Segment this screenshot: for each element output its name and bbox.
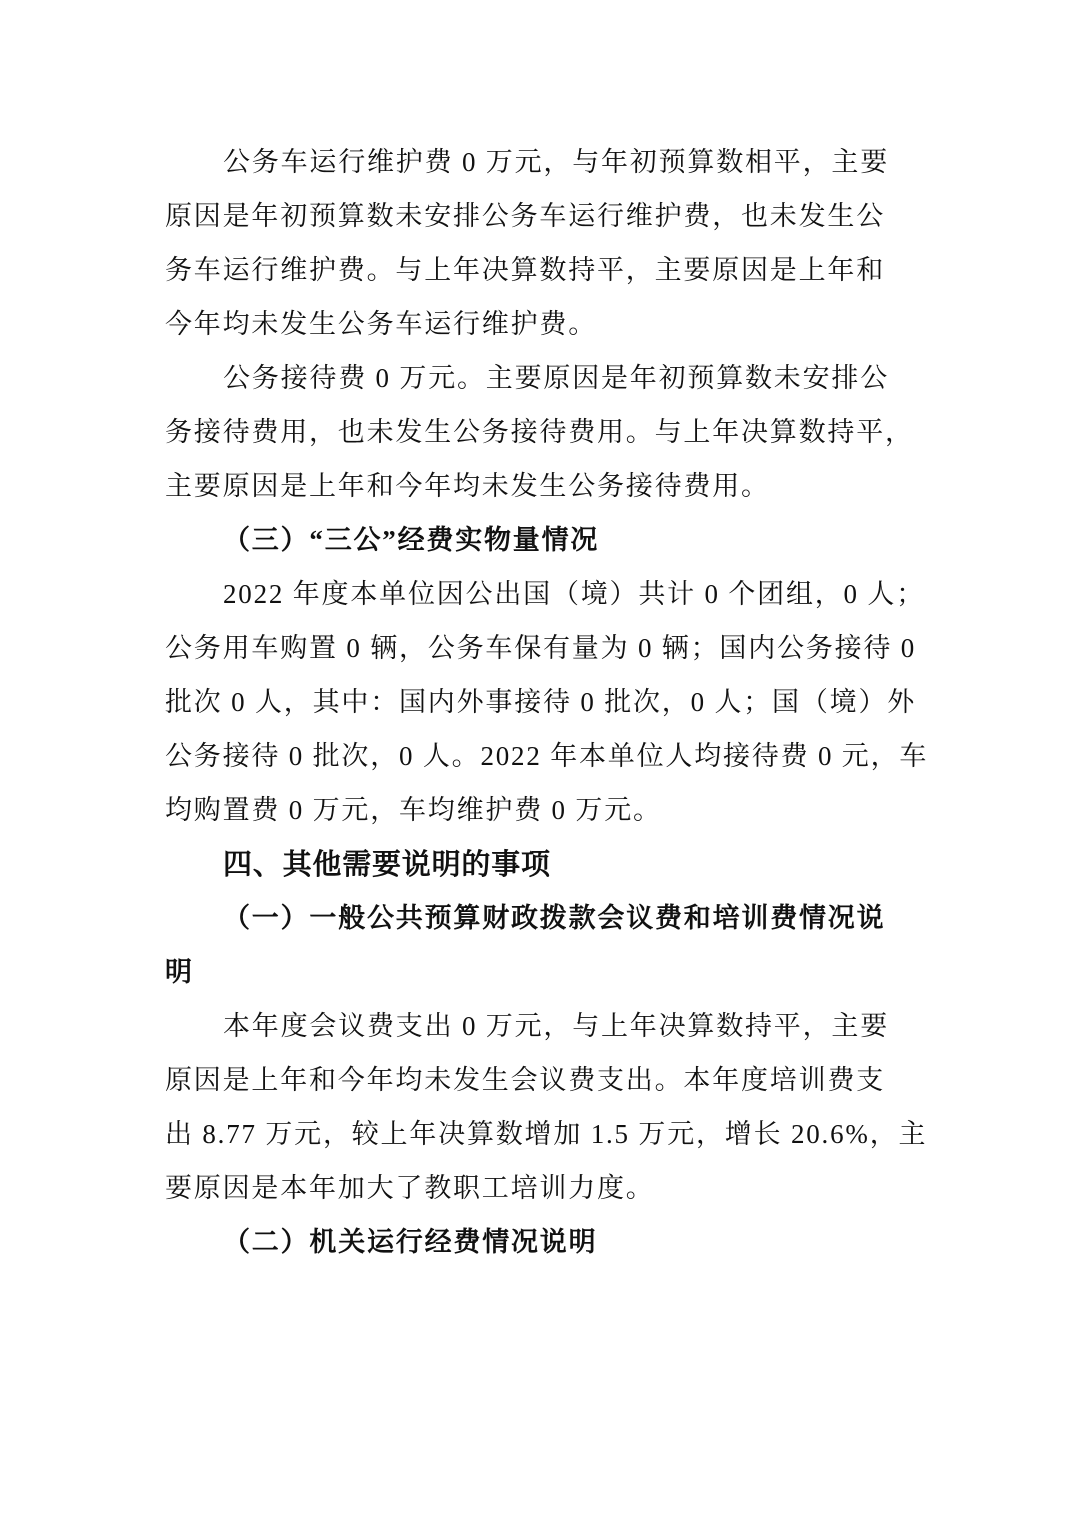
paragraph-meeting-training [165, 999, 945, 1215]
paragraph-vehicle-maintenance [165, 135, 945, 351]
three-public-quantity-line-3: 批次 0 人，其中：国内外事接待 0 批次，0 人；国（境）外 [165, 687, 917, 717]
official-reception-line-2: 务接待费用，也未发生公务接待费用。与上年决算数持平， [165, 417, 914, 447]
vehicle-maintenance-line-1: 公务车运行维护费 0 万元，与年初预算数相平，主要 [223, 147, 889, 177]
three-public-quantity-line-5: 均购置费 0 万元，车均维护费 0 万元。 [165, 795, 662, 825]
paragraph-official-reception [165, 351, 945, 513]
paragraph-three-public-quantity [165, 567, 945, 837]
official-reception-line-1: 公务接待费 0 万元。主要原因是年初预算数未安排公 [223, 363, 889, 393]
heading-meeting-training [165, 891, 945, 999]
vehicle-maintenance-line-2: 原因是年初预算数未安排公务车运行维护费，也未发生公 [165, 201, 885, 231]
three-public-quantity-line-1: 2022 年度本单位因公出国（境）共计 0 个团组，0 人； [223, 579, 925, 609]
meeting-training-line-3: 出 8.77 万元，较上年决算数增加 1.5 万元，增长 20.6%，主 [165, 1119, 928, 1149]
vehicle-maintenance-line-4: 今年均未发生公务车运行维护费。 [165, 309, 597, 339]
meeting-training-line-2: 原因是上年和今年均未发生会议费支出。本年度培训费支 [165, 1065, 885, 1095]
vehicle-maintenance-line-3: 务车运行维护费。与上年决算数持平，主要原因是上年和 [165, 255, 885, 285]
document-page [165, 135, 945, 1269]
heading-office-operation: （二）机关运行经费情况说明 [223, 1227, 598, 1257]
three-public-quantity-line-4: 公务接待 0 批次，0 人。2022 年本单位人均接待费 0 元，车 [165, 741, 929, 771]
official-reception-line-3: 主要原因是上年和今年均未发生公务接待费用。 [165, 471, 770, 501]
heading-three-public-quantity: （三）“三公”经费实物量情况 [223, 525, 600, 555]
meeting-training-heading-line-2: 明 [165, 957, 194, 987]
meeting-training-heading-line-1: （一）一般公共预算财政拨款会议费和培训费情况说 [223, 903, 886, 933]
meeting-training-line-1: 本年度会议费支出 0 万元，与上年决算数持平，主要 [223, 1011, 889, 1041]
heading-section-four: 四、其他需要说明的事项 [223, 847, 551, 881]
meeting-training-line-4: 要原因是本年加大了教职工培训力度。 [165, 1173, 655, 1203]
three-public-quantity-line-2: 公务用车购置 0 辆，公务车保有量为 0 辆；国内公务接待 0 [165, 633, 917, 663]
